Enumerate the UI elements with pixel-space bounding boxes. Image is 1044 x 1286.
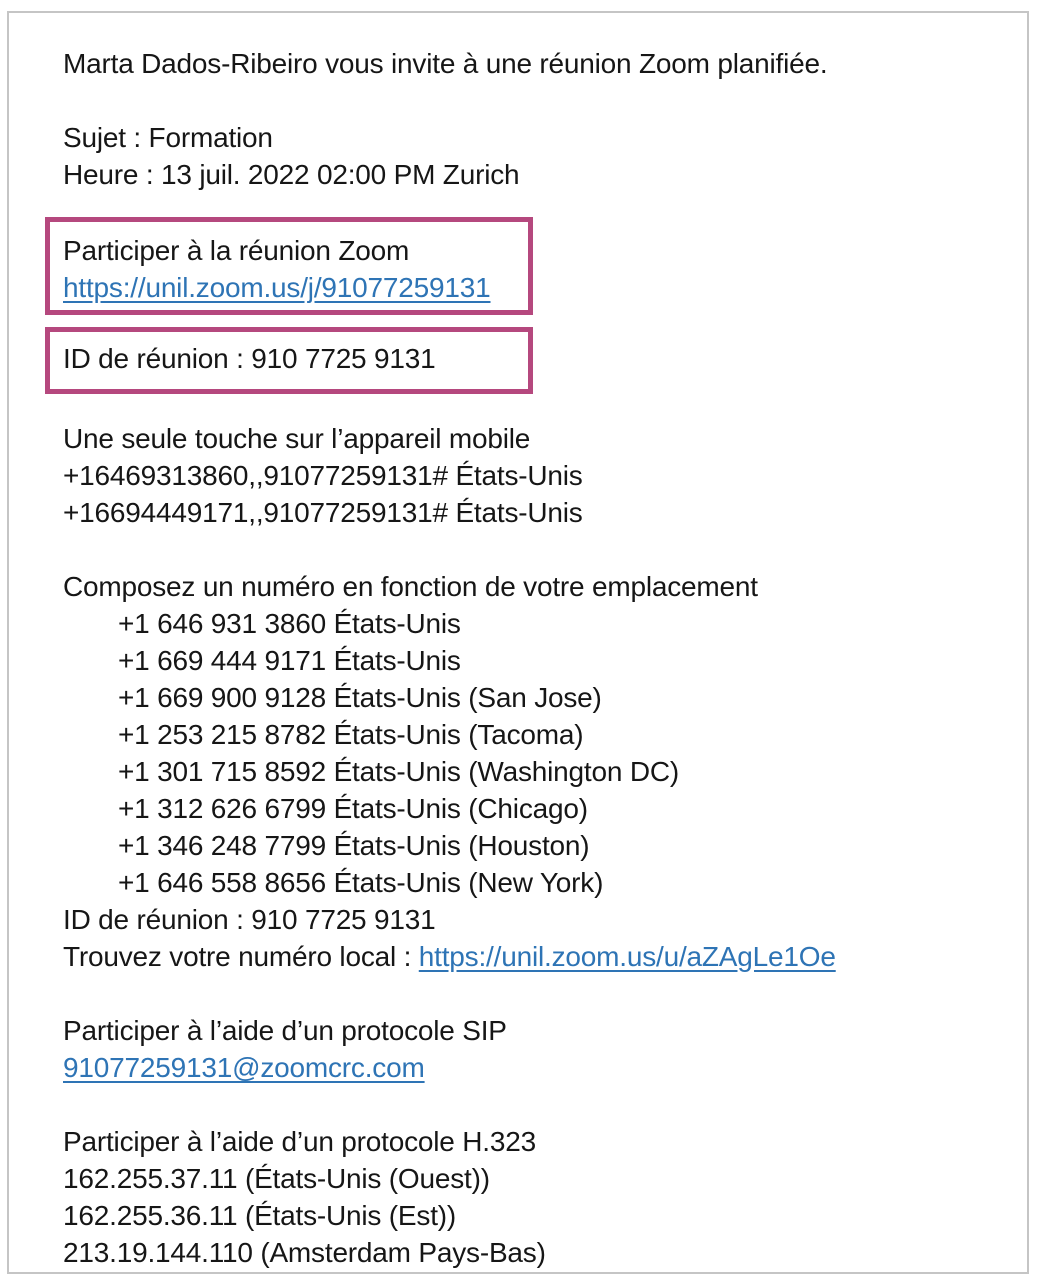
spacer	[63, 975, 1007, 1012]
h323-heading: Participer à l’aide d’un protocole H.323	[63, 1126, 536, 1157]
sip-address-link[interactable]: 91077259131@zoomcrc.com	[63, 1052, 425, 1083]
join-link-highlight-box	[45, 217, 533, 315]
one-tap-heading: Une seule touche sur l’appareil mobile	[63, 423, 531, 454]
one-tap-number: +16694449171,,91077259131# États-Unis	[63, 497, 583, 528]
spacer	[63, 82, 1007, 119]
spacer	[63, 1086, 1007, 1123]
join-meeting-label: Participer à la réunion Zoom	[63, 235, 410, 266]
dial-number-line: +1 646 931 3860 États-Unis	[118, 608, 461, 639]
join-meeting-link[interactable]: https://unil.zoom.us/j/91077259131	[63, 272, 491, 303]
h323-address: 213.19.144.110 (Amsterdam Pays-Bas)	[63, 1237, 546, 1268]
document-page	[7, 11, 1029, 1274]
sip-heading: Participer à l’aide d’un protocole SIP	[63, 1015, 507, 1046]
dial-location-heading: Composez un numéro en fonction de votre emplacement	[63, 571, 758, 602]
h323-address: 162.255.36.11 (États-Unis (Est))	[63, 1200, 457, 1231]
spacer	[63, 193, 1007, 217]
subject-line: Sujet : Formation	[63, 122, 273, 153]
one-tap-number: +16469313860,,91077259131# États-Unis	[63, 460, 583, 491]
local-number-line	[63, 938, 1007, 975]
local-number-label: Trouvez votre numéro local :	[63, 941, 419, 972]
h323-address: 162.255.37.11 (États-Unis (Ouest))	[63, 1163, 490, 1194]
dial-number-line: +1 253 215 8782 États-Unis (Tacoma)	[118, 719, 584, 750]
meeting-id-line: ID de réunion : 910 7725 9131	[63, 904, 436, 935]
spacer	[63, 394, 1007, 420]
dial-number-line: +1 669 444 9171 États-Unis	[118, 645, 461, 676]
spacer	[63, 531, 1007, 568]
local-number-link[interactable]: https://unil.zoom.us/u/aZAgLe1Oe	[418, 941, 836, 972]
invitation-intro: Marta Dados-Ribeiro vous invite à une réunion Zoom planifiée.	[63, 48, 828, 79]
dial-number-line: +1 312 626 6799 États-Unis (Chicago)	[118, 793, 588, 824]
spacer	[63, 315, 1007, 327]
dial-number-line: +1 669 900 9128 États-Unis (San Jose)	[118, 682, 602, 713]
meeting-id-text: ID de réunion : 910 7725 9131	[63, 343, 436, 374]
dial-number-line: +1 646 558 8656 États-Unis (New York)	[118, 867, 604, 898]
time-line: Heure : 13 juil. 2022 02:00 PM Zurich	[63, 159, 520, 190]
dial-number-line: +1 346 248 7799 États-Unis (Houston)	[118, 830, 590, 861]
meeting-id-highlight-box	[45, 327, 533, 394]
dial-number-line: +1 301 715 8592 États-Unis (Washington DC)	[118, 756, 679, 787]
